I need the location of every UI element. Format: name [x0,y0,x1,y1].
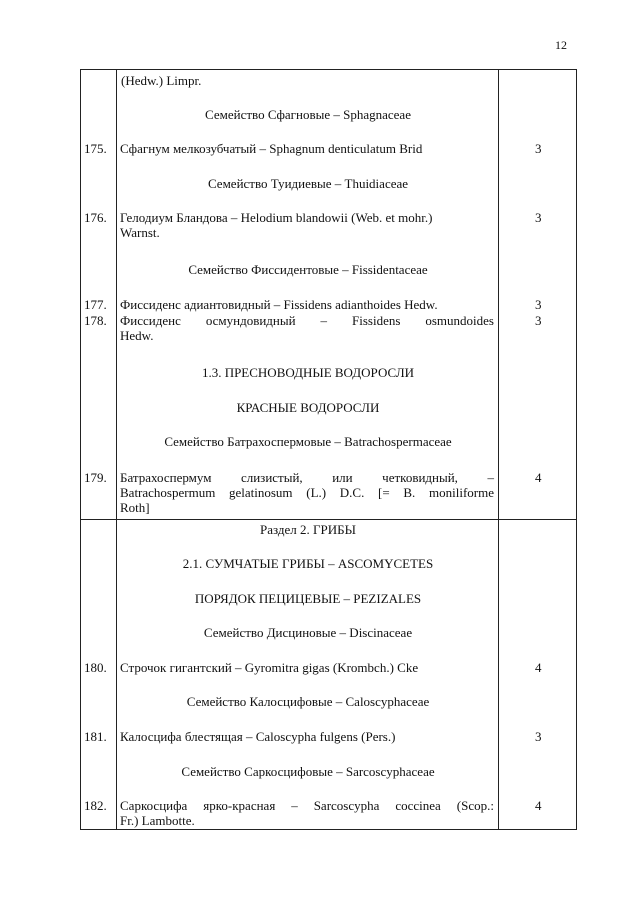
page-number: 12 [555,38,567,52]
word: [= [378,485,390,500]
word: ярко-красная [203,798,276,813]
word: Саркосцифа [120,798,188,813]
order-heading: ПОРЯДОК ПЕЦИЦЕВЫЕ – PEZIZALES [194,591,422,606]
entry-number: 176. [84,210,107,225]
word: Fissidens [352,313,401,328]
word: osmundoides [425,313,494,328]
word: gelatinosum [229,485,293,500]
entry-text: Гелодиум Бландова – Helodium blandowii (Web. et mohr.) [120,210,433,225]
entry-number: 182. [84,798,107,813]
word: moniliforme [429,485,494,500]
word: (L.) [306,485,327,500]
word: D.C. [339,485,365,500]
entry-number: 181. [84,729,107,744]
entry-status: 3 [535,141,542,156]
section-heading: 1.3. ПРЕСНОВОДНЫЕ ВОДОРОСЛИ [201,365,415,380]
word: или [332,470,353,485]
word: четковидный, [382,470,458,485]
section-heading: КРАСНЫЕ ВОДОРОСЛИ [236,400,380,415]
entry-text-continued: Hedw. [120,328,154,343]
entry-status: 4 [535,798,542,813]
word: Batrachospermum [120,485,216,500]
family-heading: Семейство Саркосцифовые – Sarcoscyphaceae [181,764,435,779]
family-heading: Семейство Дисциновые – Discinaceae [203,625,413,640]
word: Sarcoscypha [313,798,380,813]
word: слизистый, [240,470,303,485]
row-divider [81,519,576,520]
entry-text: Фиссиденс адиантовидный – Fissidens adianthoides Hedw. [120,297,438,312]
species-table [80,69,577,830]
word: Батрахоспермум [120,470,212,485]
entry-text: Сфагнум мелкозубчатый – Sphagnum denticulatum Brid [120,141,423,156]
word: – [291,798,298,813]
entry-text-continued: Fr.) Lambotte. [120,813,195,828]
family-heading: Семейство Сфагновые – Sphagnaceae [205,107,411,122]
entry-text [120,798,494,828]
family-heading: Семейство Туидиевые – Thuidiaceae [207,176,409,191]
entry-number: 179. [84,470,107,485]
family-heading: Семейство Калосцифовые – Caloscyphaceae [186,694,430,709]
entry-text [120,313,494,343]
word: – [320,313,328,328]
family-heading: Семейство Батрахоспермовые – Batrachospermaceae [164,434,452,449]
continuation-text: (Hedw.) Limpr. [121,73,202,88]
entry-status: 3 [535,313,542,328]
entry-text: Калосцифа блестящая – Caloscypha fulgens (Pers.) [120,729,396,744]
entry-status: 3 [535,729,542,744]
entry-number: 175. [84,141,107,156]
word: coccinea [395,798,441,813]
entry-status: 4 [535,470,542,485]
entry-number: 177. [84,297,107,312]
family-heading: Семейство Фиссидентовые – Fissidentaceae [188,262,428,277]
section-heading: 2.1. СУМЧАТЫЕ ГРИБЫ – ASCOMYCETES [182,556,434,571]
entry-text: Строчок гигантский – Gyromitra gigas (Krombch.) Cke [120,660,419,675]
entry-number: 180. [84,660,107,675]
column-divider [498,70,499,829]
section-heading: Раздел 2. ГРИБЫ [260,522,356,537]
word: B. [403,485,416,500]
entry-status: 4 [535,660,542,675]
word: (Scop.: [456,798,494,813]
entry-text-continued: Warnst. [120,225,160,240]
word: Фиссиденс [120,313,181,328]
entry-text-continued: Roth] [120,500,150,515]
column-divider [116,70,117,829]
entry-number: 178. [84,313,107,328]
entry-status: 3 [535,297,542,312]
word: осмундовидный [205,313,296,328]
entry-text [120,470,494,515]
entry-status: 3 [535,210,542,225]
word: – [487,470,494,485]
